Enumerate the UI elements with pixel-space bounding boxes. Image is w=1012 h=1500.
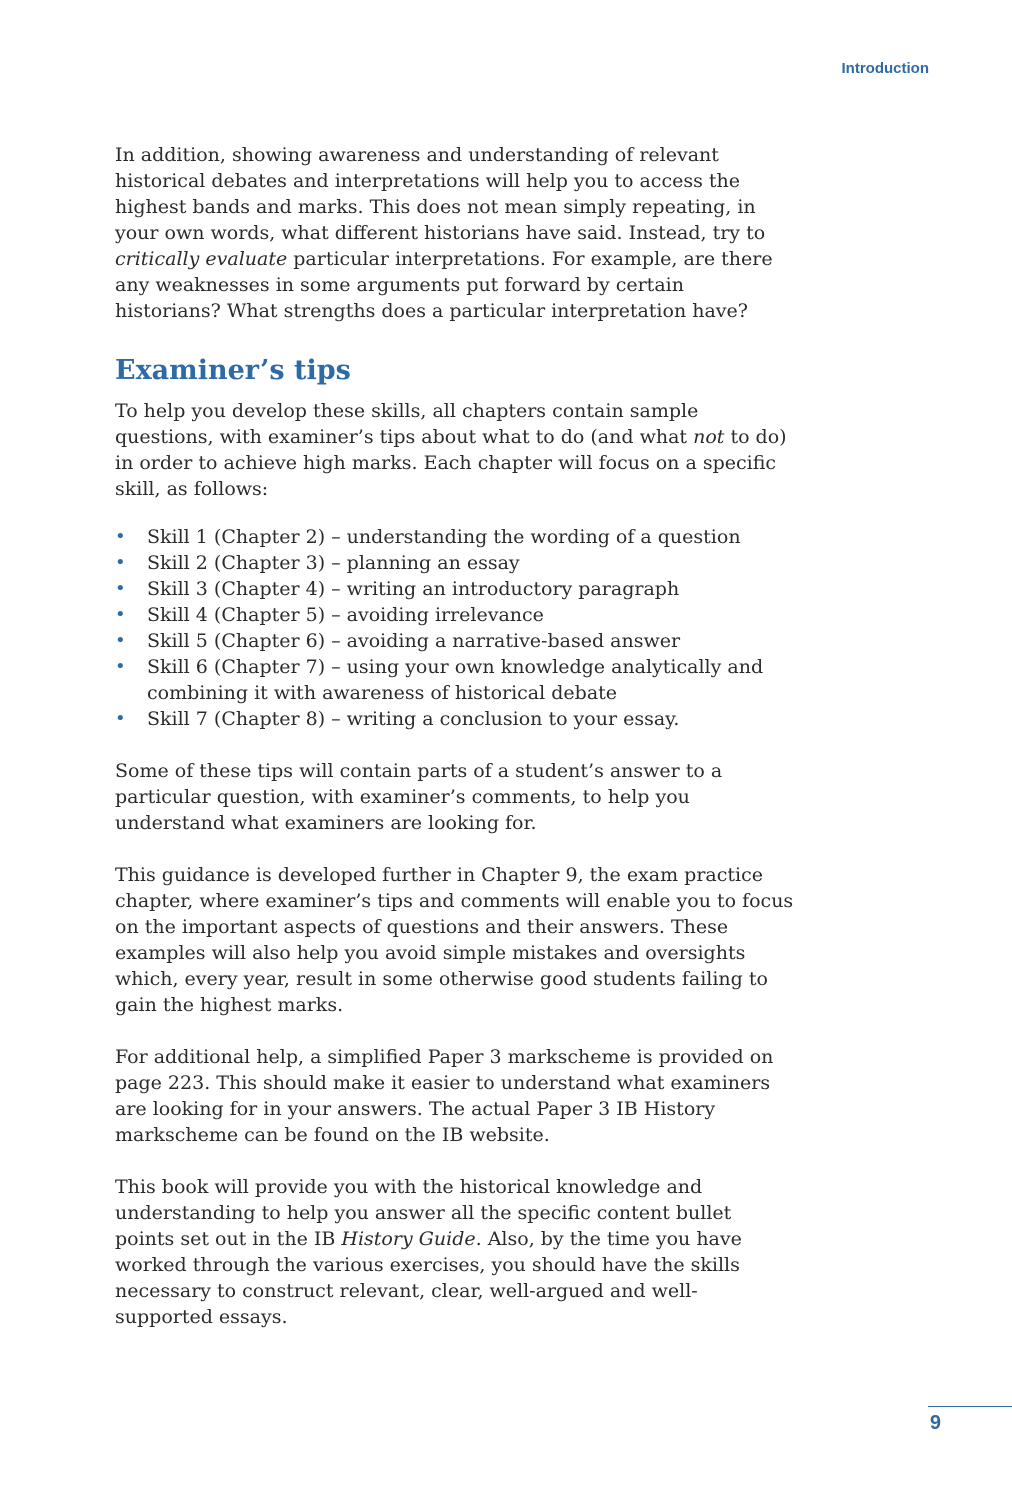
section-heading: Examiner’s tips <box>115 355 351 386</box>
bullet-icon: • <box>115 552 126 573</box>
bullet-icon: • <box>115 578 126 599</box>
closing-paragraph: This book will provide you with the historical knowledge and understanding to help you answer all the specific content bullet points set out in the IB History Guide. Also, by the time you have worked through the various exercises, you should have the skills necessary to construct relevant, clear, well-argued and well-supported essays. <box>115 1176 742 1328</box>
list-item: • Skill 7 (Chapter 8) – writing a conclusion to your essay. <box>115 708 680 730</box>
intro-paragraph: In addition, showing awareness and understanding of relevant historical debates and interpretations will help you to access the highest bands and marks. This does not mean simply repeating, in your own words, what different historians have said. Instead, try to critically evaluate particular interpretations. For example, are there any weaknesses in some arguments put forward by certain historians? What strengths does a particular interpretation have? <box>115 144 773 322</box>
list-item: • Skill 2 (Chapter 3) – planning an essay <box>115 552 520 574</box>
answer-tips-paragraph: Some of these tips will contain parts of a student’s answer to a particular question, with examiner’s comments, to help you understand what examiners are looking for. <box>115 760 723 834</box>
page-number: 9 <box>929 1412 941 1434</box>
bullet-icon: • <box>115 656 126 677</box>
bullet-icon: • <box>115 526 126 547</box>
list-item: • Skill 5 (Chapter 6) – avoiding a narrative-based answer <box>115 630 681 652</box>
bullet-icon: • <box>115 630 126 651</box>
tips-intro-paragraph: To help you develop these skills, all chapters contain sample questions, with examiner’s tips about what to do (and what not to do) in order to achieve high marks. Each chapter will focus on a specific skill, as follows: <box>115 400 787 500</box>
emphasis: critically evaluate <box>115 248 288 270</box>
emphasis: not <box>693 426 725 448</box>
running-head: Introduction <box>841 60 929 77</box>
exam-practice-paragraph: This guidance is developed further in Chapter 9, the exam practice chapter, where examiner’s tips and comments will enable you to focus on the important aspects of questions and their answers. These examples will also help you avoid simple mistakes and oversights which, every year, result in some otherwise good students failing to gain the highest marks. <box>115 864 794 1016</box>
list-item: • Skill 4 (Chapter 5) – avoiding irrelevance <box>115 604 544 626</box>
skills-list <box>115 524 795 732</box>
list-item: • Skill 1 (Chapter 2) – understanding the wording of a question <box>115 526 741 548</box>
page-body <box>115 142 795 1356</box>
markscheme-paragraph: For additional help, a simplified Paper 3 markscheme is provided on page 223. This should make it easier to understand what examiners are looking for in your answers. The actual Paper 3 IB History markscheme can be found on the IB website. <box>115 1046 774 1146</box>
bullet-icon: • <box>115 708 126 729</box>
list-item: • Skill 6 (Chapter 7) – using your own knowledge analytically and combining it with awareness of historical debate <box>115 656 764 704</box>
emphasis: History Guide <box>341 1228 476 1250</box>
bullet-icon: • <box>115 604 126 625</box>
footer-rule <box>928 1406 1012 1407</box>
list-item: • Skill 3 (Chapter 4) – writing an introductory paragraph <box>115 578 680 600</box>
